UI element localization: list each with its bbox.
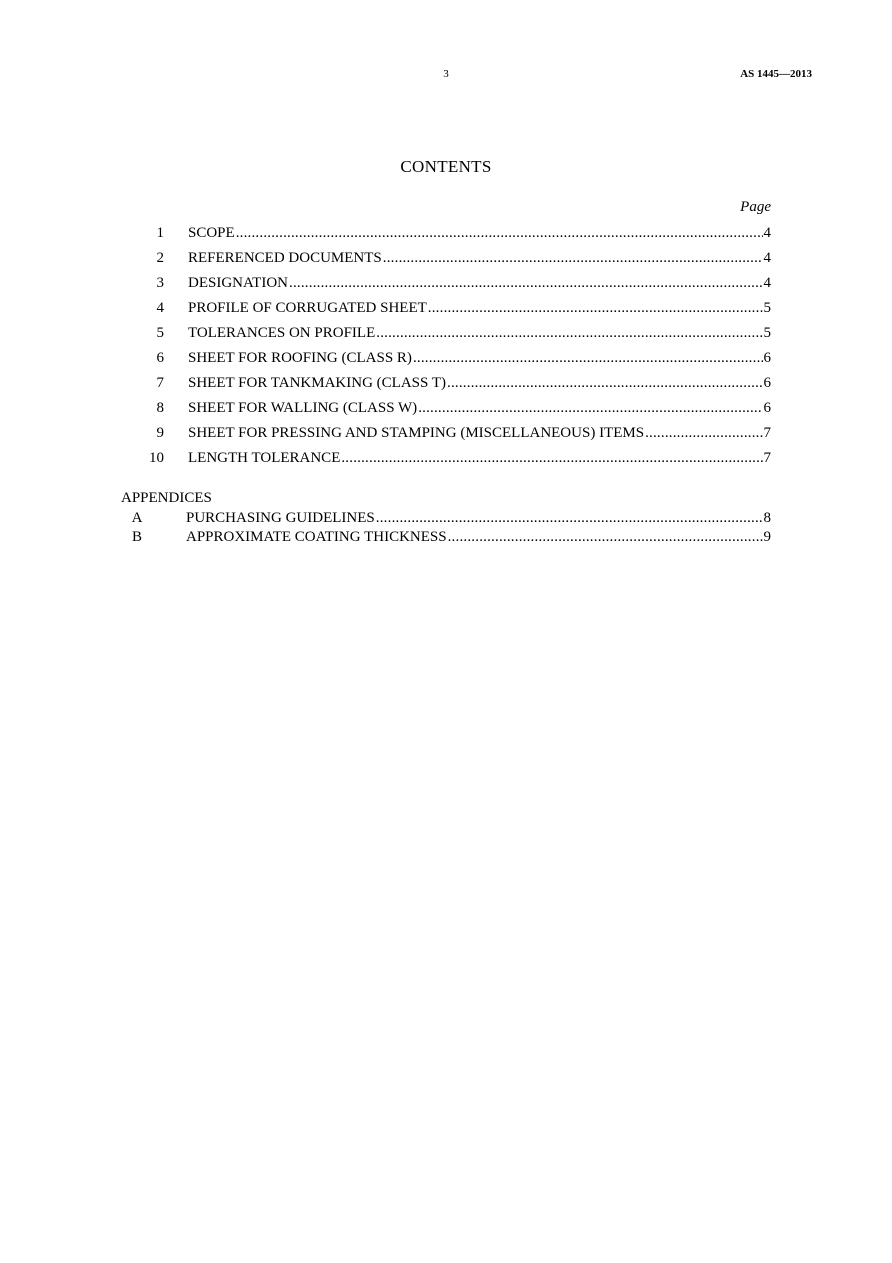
appendix-page: 9 bbox=[763, 529, 771, 545]
toc-item-page: 6 bbox=[763, 350, 771, 366]
toc-item-title: TOLERANCES ON PROFILE bbox=[188, 325, 376, 341]
toc-item[interactable] bbox=[0, 398, 892, 418]
toc-item-number: 7 bbox=[156, 375, 164, 391]
appendix-letter: B bbox=[131, 529, 142, 545]
toc-item-number: 4 bbox=[156, 300, 164, 316]
toc-item-title: DESIGNATION bbox=[188, 275, 288, 291]
toc-item-number: 1 bbox=[156, 225, 164, 241]
page-title: CONTENTS bbox=[400, 157, 492, 176]
toc-item[interactable] bbox=[0, 248, 892, 268]
appendix-title: PURCHASING GUIDELINES bbox=[186, 510, 375, 526]
toc-leader-dots bbox=[289, 273, 763, 293]
toc-item-title: REFERENCED DOCUMENTS bbox=[188, 250, 382, 266]
toc-leader-dots bbox=[383, 248, 763, 268]
toc-item-number: 10 bbox=[149, 450, 164, 466]
toc-item-title: SHEET FOR WALLING (CLASS W) bbox=[188, 400, 418, 416]
appendices-heading: APPENDICES bbox=[121, 490, 212, 506]
toc-item-number: 2 bbox=[156, 250, 164, 266]
toc-item-number: 5 bbox=[156, 325, 164, 341]
toc-item-page: 7 bbox=[763, 425, 771, 441]
toc-item-title: PROFILE OF CORRUGATED SHEET bbox=[188, 300, 427, 316]
toc-item-title: SHEET FOR TANKMAKING (CLASS T) bbox=[188, 375, 446, 391]
toc-item-page: 5 bbox=[763, 300, 771, 316]
toc-item[interactable] bbox=[0, 373, 892, 393]
toc-item[interactable] bbox=[0, 348, 892, 368]
toc-leader-dots bbox=[418, 398, 762, 418]
toc-item-page: 4 bbox=[763, 225, 771, 241]
toc-item-title: LENGTH TOLERANCE bbox=[188, 450, 341, 466]
toc-leader-dots bbox=[376, 323, 762, 343]
toc-item-title: SHEET FOR PRESSING AND STAMPING (MISCELLANEOUS) ITEMS bbox=[188, 425, 645, 441]
page-number: 3 bbox=[443, 68, 449, 80]
toc-item-title: SCOPE bbox=[188, 225, 235, 241]
toc-leader-dots bbox=[428, 298, 763, 318]
toc-item[interactable] bbox=[0, 423, 892, 443]
toc-item-number: 9 bbox=[156, 425, 164, 441]
page-column-label: Page bbox=[740, 199, 771, 215]
toc-leader-dots bbox=[341, 448, 762, 468]
toc-item-page: 7 bbox=[763, 450, 771, 466]
appendix-page: 8 bbox=[763, 510, 771, 526]
appendix-item[interactable] bbox=[0, 527, 892, 547]
toc-item[interactable] bbox=[0, 223, 892, 243]
toc-item-page: 4 bbox=[763, 250, 771, 266]
toc-leader-dots bbox=[447, 373, 763, 393]
toc-item-page: 4 bbox=[763, 275, 771, 291]
toc-item-page: 5 bbox=[763, 325, 771, 341]
toc-item-number: 6 bbox=[156, 350, 164, 366]
toc-item-page: 6 bbox=[763, 375, 771, 391]
standard-code: AS 1445—2013 bbox=[740, 68, 812, 80]
appendix-item[interactable] bbox=[0, 508, 892, 528]
appendix-letter: A bbox=[131, 510, 143, 526]
toc-item-number: 8 bbox=[156, 400, 164, 416]
toc-item[interactable] bbox=[0, 323, 892, 343]
toc-item[interactable] bbox=[0, 273, 892, 293]
toc-item[interactable] bbox=[0, 298, 892, 318]
toc-leader-dots bbox=[376, 508, 763, 528]
toc-item[interactable] bbox=[0, 448, 892, 468]
toc-item-number: 3 bbox=[156, 275, 164, 291]
toc-item-page: 6 bbox=[763, 400, 771, 416]
toc-leader-dots bbox=[448, 527, 763, 547]
appendix-title: APPROXIMATE COATING THICKNESS bbox=[186, 529, 447, 545]
toc-leader-dots bbox=[236, 223, 763, 243]
toc-leader-dots bbox=[645, 423, 762, 443]
toc-item-title: SHEET FOR ROOFING (CLASS R) bbox=[188, 350, 412, 366]
toc-leader-dots bbox=[413, 348, 763, 368]
